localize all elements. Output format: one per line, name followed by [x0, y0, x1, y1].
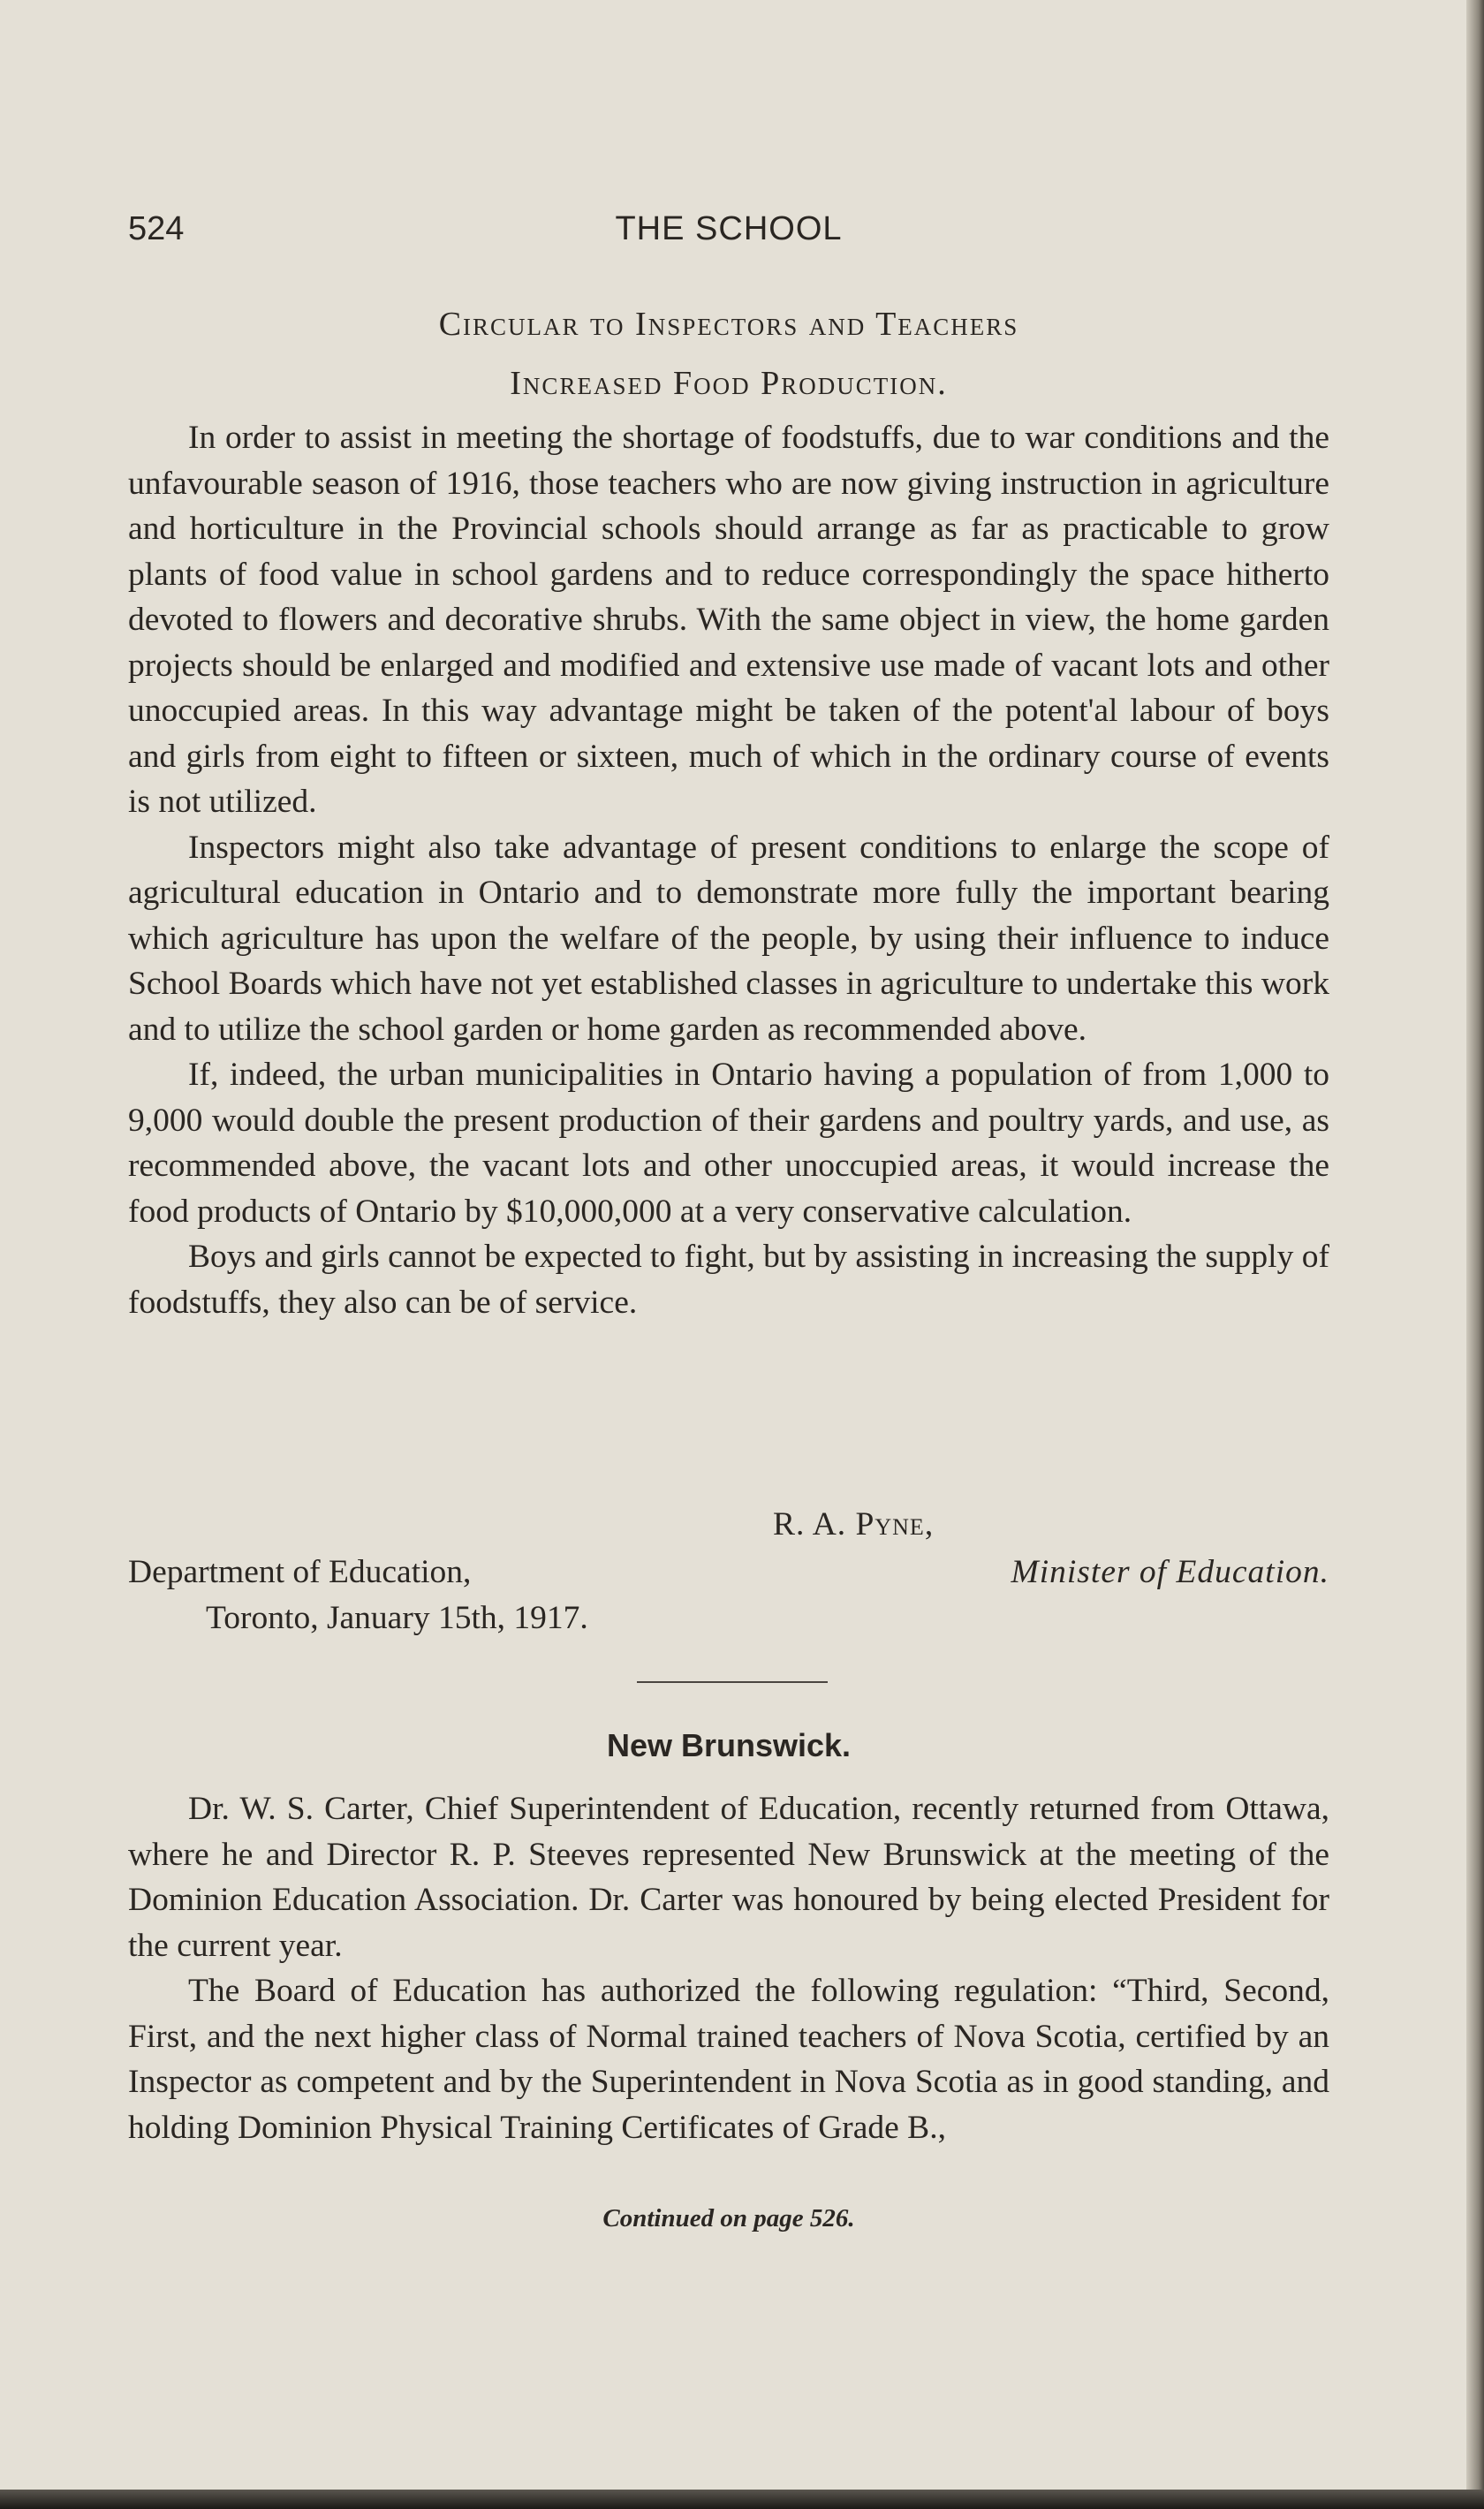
section-divider: [637, 1681, 828, 1683]
new-brunswick-body: [128, 1786, 1329, 2150]
circular-paragraph: In order to assist in meeting the shortage of foodstuffs, due to war conditions and the unfavourable season of 1916, those teachers who are now giving instruction in agriculture and horticulture in the Provincial schools should arrange as far as practicable to grow plants of food value in school gardens and to reduce correspondingly the space hitherto devoted to flowers and decorative shrubs. With the same object in view, the home garden projects should be enlarged and modified and extensive use made of vacant lots and other unoccupied areas. In this way advantage might be taken of the potent'al labour of boys and girls from eight to fifteen or sixteen, much of which in the ordinary course of events is not utilized.: [128, 420, 1329, 820]
signatory-title: Minister of Education.: [1011, 1554, 1329, 1590]
book-spine-edge: [1466, 0, 1484, 2509]
new-brunswick-paragraph: The Board of Education has authorized the following regulation: “Third, Second, First, and the next higher class of Normal trained teachers of Nova Scotia, certified by an Inspector as competent and by the Superintendent in Nova Scotia as in good standing, and holding Dominion Physical Training Certificates of Grade B.,: [128, 1973, 1329, 2146]
running-head: [128, 210, 1329, 256]
circular-paragraph: Boys and girls cannot be expected to fight, but by assisting in increasing the supply of foodstuffs, they also can be of service.: [128, 1239, 1329, 1321]
journal-title: THE SCHOOL: [615, 210, 843, 247]
circular-heading: Circular to Inspectors and Teachers: [438, 306, 1019, 343]
continued-note: Continued on page 526.: [602, 2204, 855, 2232]
signatory-name: R. A. Pyne,: [773, 1506, 935, 1543]
department-name: Department of Education,: [128, 1554, 472, 1590]
circular-subheading: Increased Food Production.: [510, 365, 948, 402]
page-number: 524: [128, 210, 185, 247]
page-bottom-edge: [0, 2490, 1484, 2509]
place-date: Toronto, January 15th, 1917.: [206, 1600, 588, 1636]
new-brunswick-heading: New Brunswick.: [606, 1727, 852, 1763]
new-brunswick-paragraph: Dr. W. S. Carter, Chief Superintendent of Education, recently returned from Ottawa, where he and Director R. P. Steeves represented New Brunswick at the meeting of the Dominion Education Association. Dr. Carter was honoured by being elected President for the current year.: [128, 1791, 1329, 1964]
circular-paragraph: If, indeed, the urban municipalities in Ontario having a population of from 1,000 to 9,000 would double the present production of their gardens and poultry yards, and use, as recommended above, the vacant lots and other unoccupied areas, it would increase the food products of Ontario by $10,000,000 at a very conservative calculation.: [128, 1057, 1329, 1230]
circular-body: [128, 415, 1329, 1325]
circular-paragraph: Inspectors might also take advantage of present conditions to enlarge the scope of agricultural education in Ontario and to demonstrate more fully the important bearing which agriculture has upon the welfare of the people, by using their influence to induce School Boards which have not yet established classes in agriculture to undertake this work and to utilize the school garden or home garden as recommended above.: [128, 829, 1329, 1048]
